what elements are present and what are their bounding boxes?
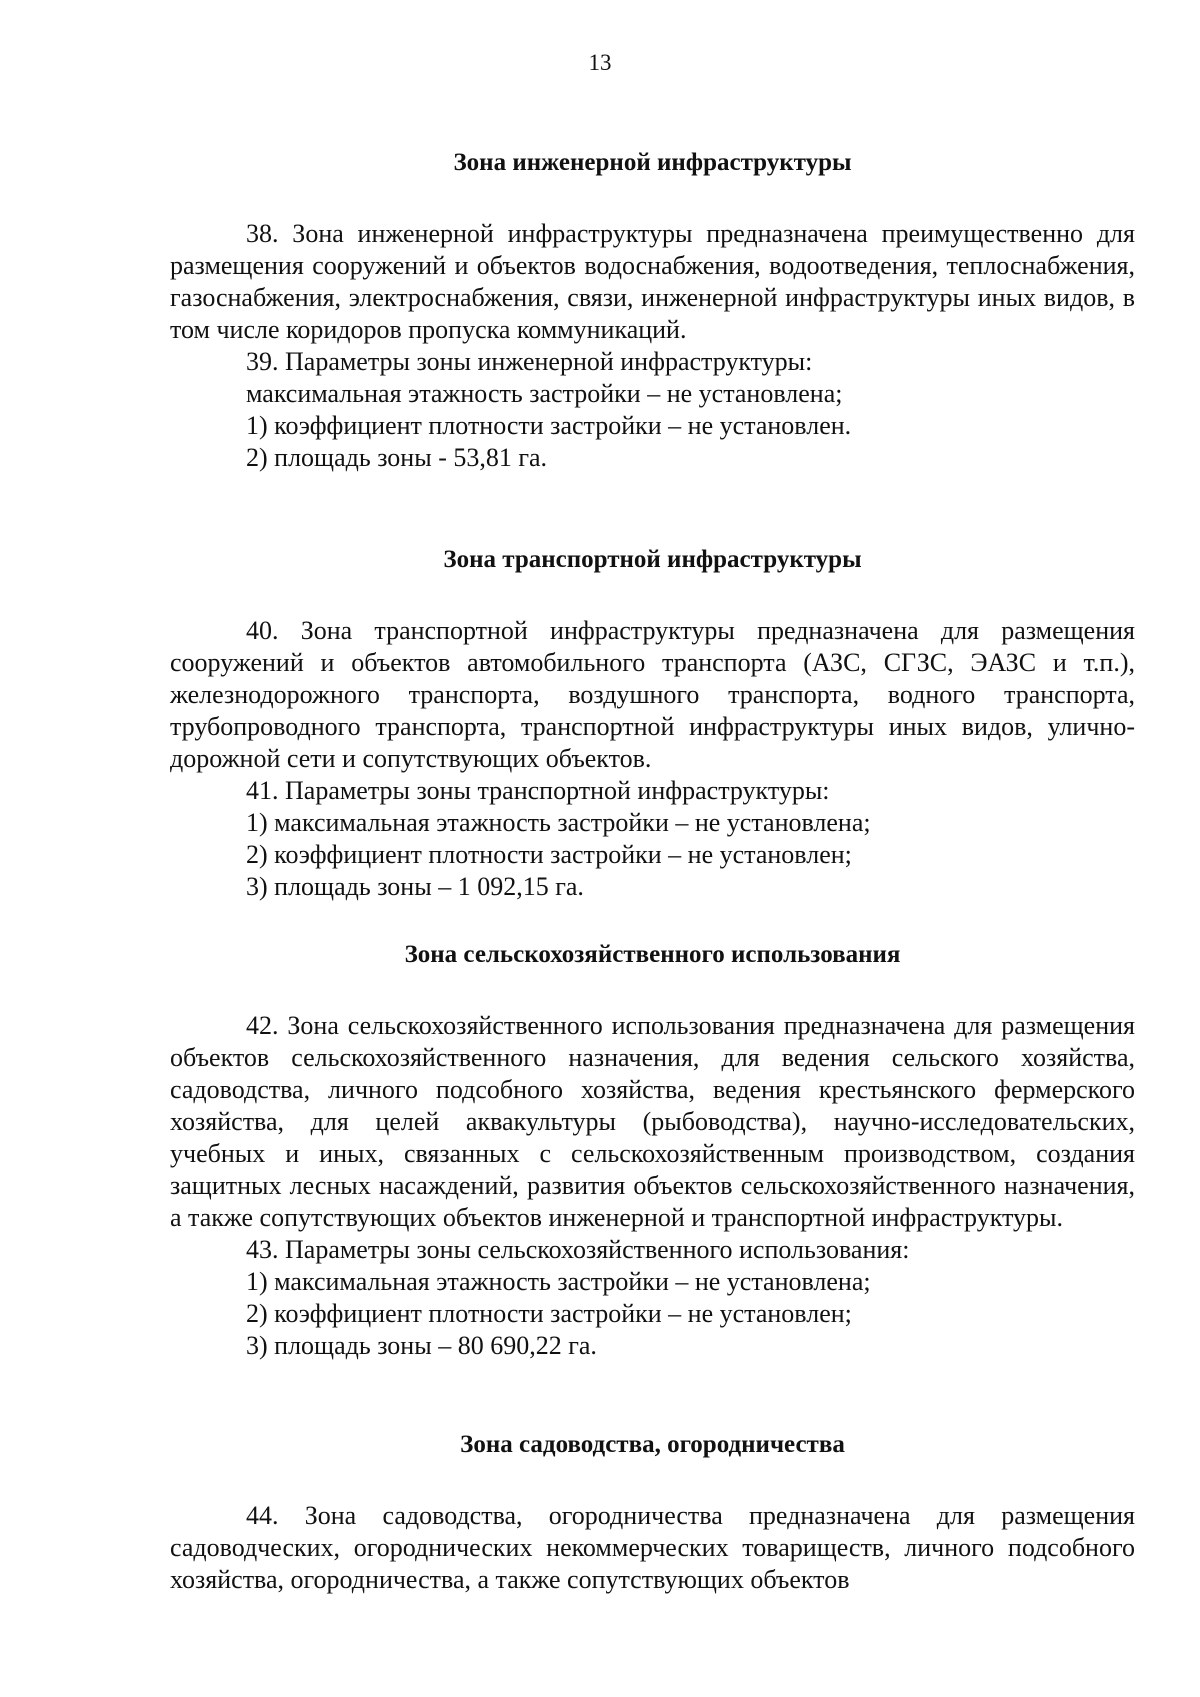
param-item: 3) площадь зоны – 1 092,15 га. — [246, 872, 584, 901]
paragraph: 44. Зона садоводства, огородничества предназначена для размещения садоводческих, огороднических некоммерческих товариществ, личного подсобного хозяйства, огородничества, а также сопутствующих объектов — [170, 1501, 1135, 1594]
section-heading: Зона транспортной инфраструктуры — [443, 546, 862, 573]
param-item: 2) коэффициент плотности застройки – не установлен; — [246, 840, 852, 869]
param-item: 2) площадь зоны - 53,81 га. — [246, 443, 548, 472]
params-title: 39. Параметры зоны инженерной инфраструктуры: — [246, 347, 813, 376]
param-item: 1) коэффициент плотности застройки – не установлен. — [246, 411, 852, 440]
section-heading: Зона инженерной инфраструктуры — [453, 149, 852, 176]
section-transport-infrastructure — [170, 545, 1135, 903]
param-item: 2) коэффициент плотности застройки – не установлен; — [246, 1299, 852, 1328]
params-title: 43. Параметры зоны сельскохозяйственного использования: — [246, 1235, 910, 1264]
section-body — [170, 1010, 1135, 1362]
param-item: 1) максимальная этажность застройки – не установлена; — [246, 808, 871, 837]
section-heading: Зона садоводства, огородничества — [460, 1431, 845, 1458]
section-heading: Зона сельскохозяйственного использования — [404, 941, 901, 968]
paragraph: 40. Зона транспортной инфраструктуры предназначена для размещения сооружений и объектов автомобильного транспорта (АЗС, СГЗС, ЭАЗС и т.п.), железнодорожного транспорта, воздушного транспорта, водного транспорта, трубопроводного транспорта, транспортной инфраструктуры иных видов, улично-дорожной сети и сопутствующих объектов. — [170, 616, 1135, 773]
section-gardening — [170, 1430, 1135, 1596]
page-number: 13 — [588, 50, 612, 75]
section-body — [170, 218, 1135, 474]
section-agricultural-use — [170, 940, 1135, 1362]
section-body — [170, 615, 1135, 903]
param-item: максимальная этажность застройки – не установлена; — [246, 379, 843, 408]
paragraph: 42. Зона сельскохозяйственного использования предназначена для размещения объектов сельскохозяйственного назначения, для ведения сельского хозяйства, садоводства, личного подсобного хозяйства, ведения крестьянского фермерского хозяйства, для целей аквакультуры (рыбоводства), научно-исследовательских, учебных и иных, связанных с сельскохозяйственным производством, создания защитных лесных насаждений, развития объектов сельскохозяйственного назначения, а также сопутствующих объектов инженерной и транспортной инфраструктуры. — [170, 1011, 1135, 1232]
paragraph: 38. Зона инженерной инфраструктуры предназначена преимущественно для размещения сооружений и объектов водоснабжения, водоотведения, теплоснабжения, газоснабжения, электроснабжения, связи, инженерной инфраструктуры иных видов, в том числе коридоров пропуска коммуникаций. — [170, 219, 1135, 344]
section-engineering-infrastructure — [170, 148, 1135, 474]
params-title: 41. Параметры зоны транспортной инфраструктуры: — [246, 776, 830, 805]
param-item: 3) площадь зоны – 80 690,22 га. — [246, 1331, 597, 1360]
section-body — [170, 1500, 1135, 1596]
param-item: 1) максимальная этажность застройки – не установлена; — [246, 1267, 871, 1296]
